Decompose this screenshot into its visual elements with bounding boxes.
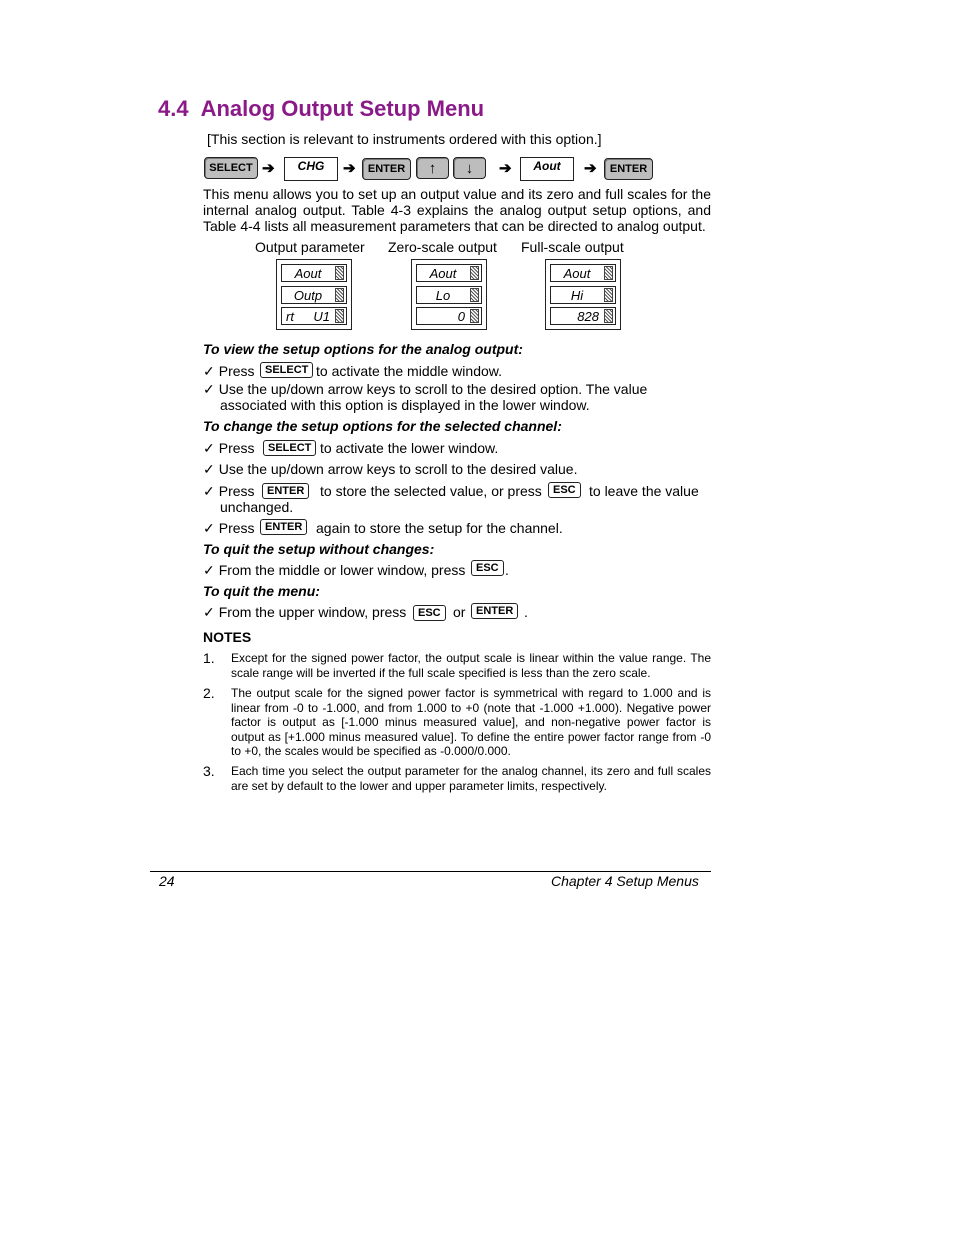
change-heading: To change the setup options for the selected channel: [203, 418, 562, 434]
change-step-2: ✓ Use the up/down arrow keys to scroll to the desired value. [203, 461, 578, 477]
enter-key: ENTER [362, 158, 411, 180]
led-indicator-icon [604, 288, 613, 302]
display-middle: Outp [281, 286, 347, 304]
sequence-arrow-icon: ➔ [499, 160, 512, 177]
relevance-note: [This section is relevant to instruments ordered with this option.] [207, 131, 602, 147]
display-panel-zero [411, 259, 487, 330]
display-middle: Hi [550, 286, 616, 304]
esc-key: ESC [548, 482, 581, 498]
display-panel-full [545, 259, 621, 330]
quit-nochange-heading: To quit the setup without changes: [203, 541, 435, 557]
panel-heading-full: Full-scale output [521, 239, 624, 255]
quit-menu-step: ✓ From the upper window, press [203, 604, 407, 620]
section-number: 4.4 [158, 96, 189, 121]
chapter-title: Chapter 4 Setup Menus [551, 873, 699, 889]
view-step-2: ✓ Use the up/down arrow keys to scroll to the desired option. The value [203, 381, 648, 397]
panel-heading-zero: Zero-scale output [388, 239, 497, 255]
led-indicator-icon [335, 266, 344, 280]
select-key: SELECT [263, 440, 316, 456]
footer-divider [150, 871, 711, 872]
checkmark-icon: ✓ [203, 604, 215, 620]
view-heading: To view the setup options for the analog output: [203, 341, 523, 357]
enter-key: ENTER [260, 519, 307, 535]
checkmark-icon: ✓ [203, 461, 215, 477]
checkmark-icon: ✓ [203, 520, 215, 536]
esc-key: ESC [471, 560, 504, 576]
change-step-3: ✓ Press [203, 483, 255, 499]
display-upper: Aout [550, 264, 616, 282]
checkmark-icon: ✓ [203, 363, 215, 379]
note-text: Except for the signed power factor, the output scale is linear within the value range. The scale range will be inverted if the full scale specified is less than the zero scale. [231, 651, 711, 680]
led-indicator-icon [470, 266, 479, 280]
enter-key: ENTER [604, 158, 653, 180]
sequence-arrow-icon: ➔ [584, 160, 597, 177]
chg-window: CHG [284, 157, 338, 181]
section-title: Analog Output Setup Menu [200, 96, 485, 121]
led-indicator-icon [604, 266, 613, 280]
intro-paragraph: This menu allows you to set up an output value and its zero and full scales for the internal analog output. Table 4-3 explains the analog output setup options, and Table 4-4 lists all measurement parameters that can be directed to analog output. [203, 186, 711, 234]
select-key: SELECT [260, 362, 313, 378]
change-step-1: ✓ Press [203, 440, 255, 456]
note-number: 2. [203, 685, 215, 701]
select-key: SELECT [204, 157, 258, 179]
note-number: 1. [203, 650, 215, 666]
note-text: The output scale for the signed power factor is symmetrical with regard to 1.000 and is linear from -0 to -1.000, and from 1.000 to +0 (note that -1.000 +1.000). Negative power factor is output as [-1.000 minus measured value], and non-negative power factor is output as [+1.000 minus measured value]. To define the entire power factor range from -0 to +0, the scales would be specified as -0.000/0.000. [231, 686, 711, 759]
display-upper: Aout [416, 264, 482, 282]
down-arrow-key-icon: ↓ [453, 157, 486, 179]
aout-window: Aout [520, 157, 574, 181]
quit-nochange-step: ✓ From the middle or lower window, press [203, 562, 466, 578]
up-arrow-key-icon: ↑ [416, 157, 449, 179]
display-upper: Aout [281, 264, 347, 282]
display-lower: 0 [416, 307, 482, 325]
led-indicator-icon [470, 309, 479, 323]
sequence-arrow-icon: ➔ [343, 160, 356, 177]
checkmark-icon: ✓ [203, 562, 215, 578]
display-middle: Lo [416, 286, 482, 304]
enter-key: ENTER [262, 483, 309, 499]
page-number: 24 [159, 873, 175, 889]
notes-heading: NOTES [203, 629, 252, 645]
change-step-4: ✓ Press [203, 520, 255, 536]
led-indicator-icon [335, 288, 344, 302]
section-heading [158, 96, 484, 122]
view-step-1: ✓ Press [203, 363, 255, 379]
led-indicator-icon [470, 288, 479, 302]
display-lower: 828 [550, 307, 616, 325]
quit-menu-heading: To quit the menu: [203, 583, 320, 599]
esc-key: ESC [413, 605, 446, 621]
note-text: Each time you select the output parameter for the analog channel, its zero and full scales are set by default to the lower and upper parameter limits, respectively. [231, 764, 711, 793]
checkmark-icon: ✓ [203, 381, 215, 397]
enter-key: ENTER [471, 603, 518, 619]
checkmark-icon: ✓ [203, 440, 215, 456]
display-panel-output [276, 259, 352, 330]
panel-heading-output: Output parameter [255, 239, 365, 255]
checkmark-icon: ✓ [203, 483, 215, 499]
sequence-arrow-icon: ➔ [262, 160, 275, 177]
display-lower: rt U1 [281, 307, 347, 325]
note-number: 3. [203, 763, 215, 779]
led-indicator-icon [335, 309, 344, 323]
led-indicator-icon [604, 309, 613, 323]
